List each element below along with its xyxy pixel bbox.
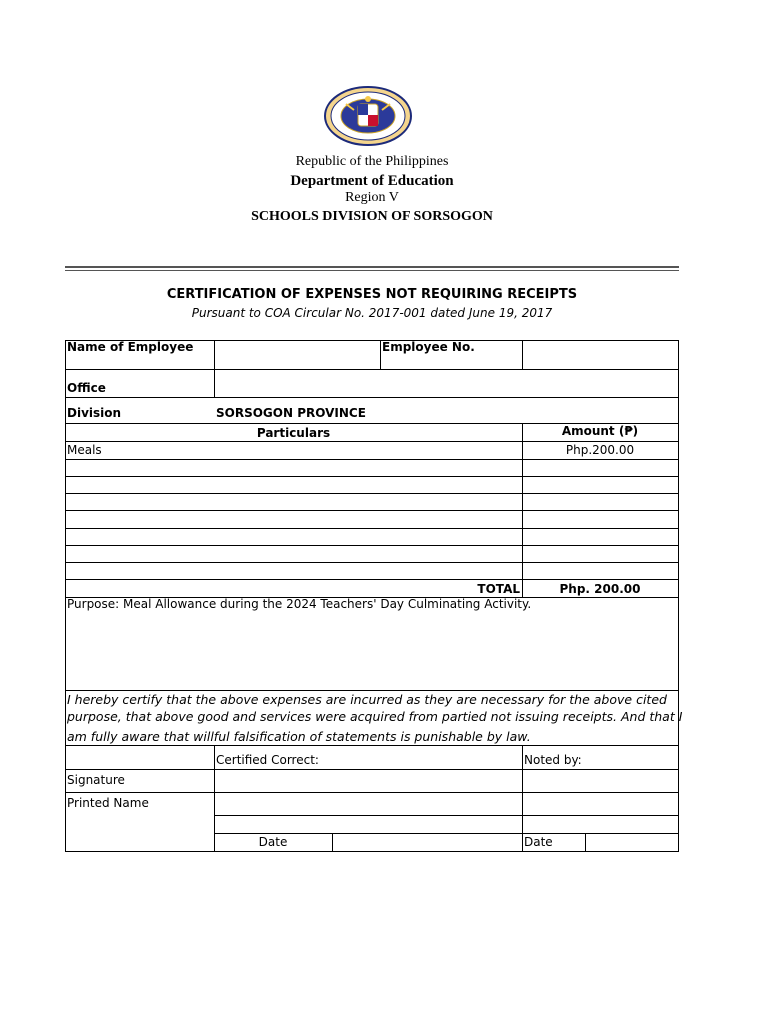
table-border [65, 545, 679, 546]
total-label: TOTAL [477, 582, 520, 596]
date-label-noted: Date [524, 835, 553, 849]
particulars-header: Particulars [256, 426, 331, 440]
table-border [214, 815, 679, 816]
office-field[interactable] [216, 370, 676, 396]
table-border [65, 745, 679, 746]
total-value: Php. 200.00 [559, 582, 641, 596]
table-border [65, 441, 679, 442]
form-subtitle: Pursuant to COA Circular No. 2017-001 dated June 19, 2017 [191, 306, 553, 320]
table-border [522, 745, 523, 851]
division-label: Division [67, 406, 122, 420]
republic-text: Republic of the Philippines [295, 154, 449, 169]
region-text: Region V [345, 190, 399, 205]
header-rule-bottom [65, 270, 679, 271]
name-of-employee-label: Name of Employee [67, 340, 194, 354]
table-border [65, 851, 679, 852]
table-border [65, 769, 679, 770]
amount-header: Amount (₱) [561, 424, 639, 438]
table-border [65, 459, 679, 460]
printed-name-label: Printed Name [67, 796, 149, 810]
table-border [65, 690, 679, 691]
noted-by-label: Noted by: [524, 753, 582, 767]
table-border [65, 792, 679, 793]
division-office-text: SCHOOLS DIVISION OF SORSOGON [251, 209, 493, 224]
certification-line: am fully aware that willful falsification of statements is punishable by law. [67, 729, 531, 744]
table-border [585, 833, 586, 851]
division-value[interactable]: SORSOGON PROVINCE [216, 406, 366, 420]
signature-label: Signature [67, 773, 125, 787]
deped-seal [324, 86, 412, 146]
header-rule-top [65, 266, 679, 268]
name-of-employee-field[interactable] [216, 340, 378, 368]
certification-line: I hereby certify that the above expenses are incurred as they are necessary for the above cited [67, 692, 667, 707]
form-title: CERTIFICATION OF EXPENSES NOT REQUIRING RECEIPTS [166, 287, 578, 302]
purpose-text[interactable]: Purpose: Meal Allowance during the 2024 Teachers' Day Culminating Activity. [67, 597, 532, 611]
date-label-certified: Date [258, 835, 288, 849]
table-border [65, 476, 679, 477]
table-border [65, 579, 679, 580]
table-border [65, 528, 679, 529]
table-border [65, 493, 679, 494]
office-label: Office [67, 381, 106, 395]
item-particular[interactable]: Meals [67, 443, 102, 457]
department-text: Department of Education [290, 173, 454, 189]
table-border [214, 833, 679, 834]
table-border [214, 340, 215, 397]
certification-line: purpose, that above good and services were acquired from partied not issuing receipts. And that I [67, 709, 683, 724]
table-border [380, 340, 381, 369]
table-border [65, 397, 679, 398]
table-border [65, 510, 679, 511]
table-border [522, 340, 523, 369]
item-amount[interactable]: Php.200.00 [565, 443, 635, 457]
certified-correct-label: Certified Correct: [216, 753, 319, 767]
employee-no-field[interactable] [524, 340, 676, 368]
table-border [332, 833, 333, 851]
table-border [678, 340, 679, 851]
employee-no-label: Employee No. [382, 340, 475, 354]
table-border [65, 562, 679, 563]
